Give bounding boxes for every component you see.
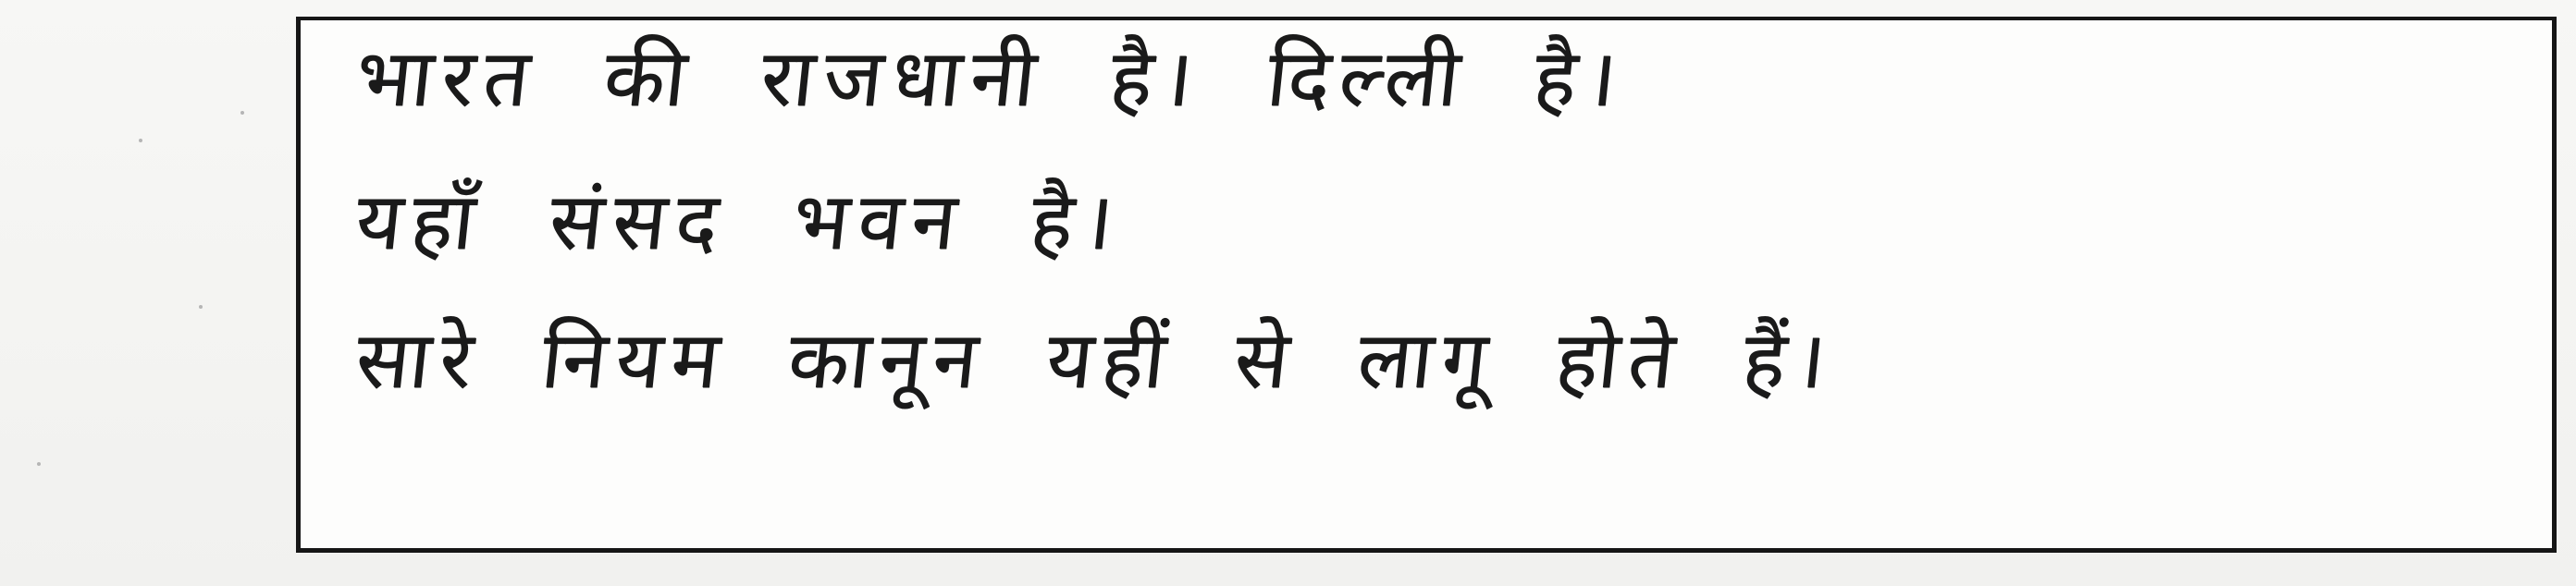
handwritten-line-2: यहाँ संसद भवन है। — [351, 176, 1128, 268]
paper-speck — [37, 462, 41, 466]
paper-speck — [240, 111, 244, 115]
handwritten-line-3: सारे नियम कानून यहीं से लागू होते हैं। — [351, 314, 1840, 407]
paper-speck — [199, 305, 203, 309]
paper-speck — [139, 139, 142, 142]
handwritten-line-1: भारत की राजधानी है। दिल्ली है। — [351, 32, 1631, 125]
handwritten-answer-box — [296, 17, 2557, 553]
